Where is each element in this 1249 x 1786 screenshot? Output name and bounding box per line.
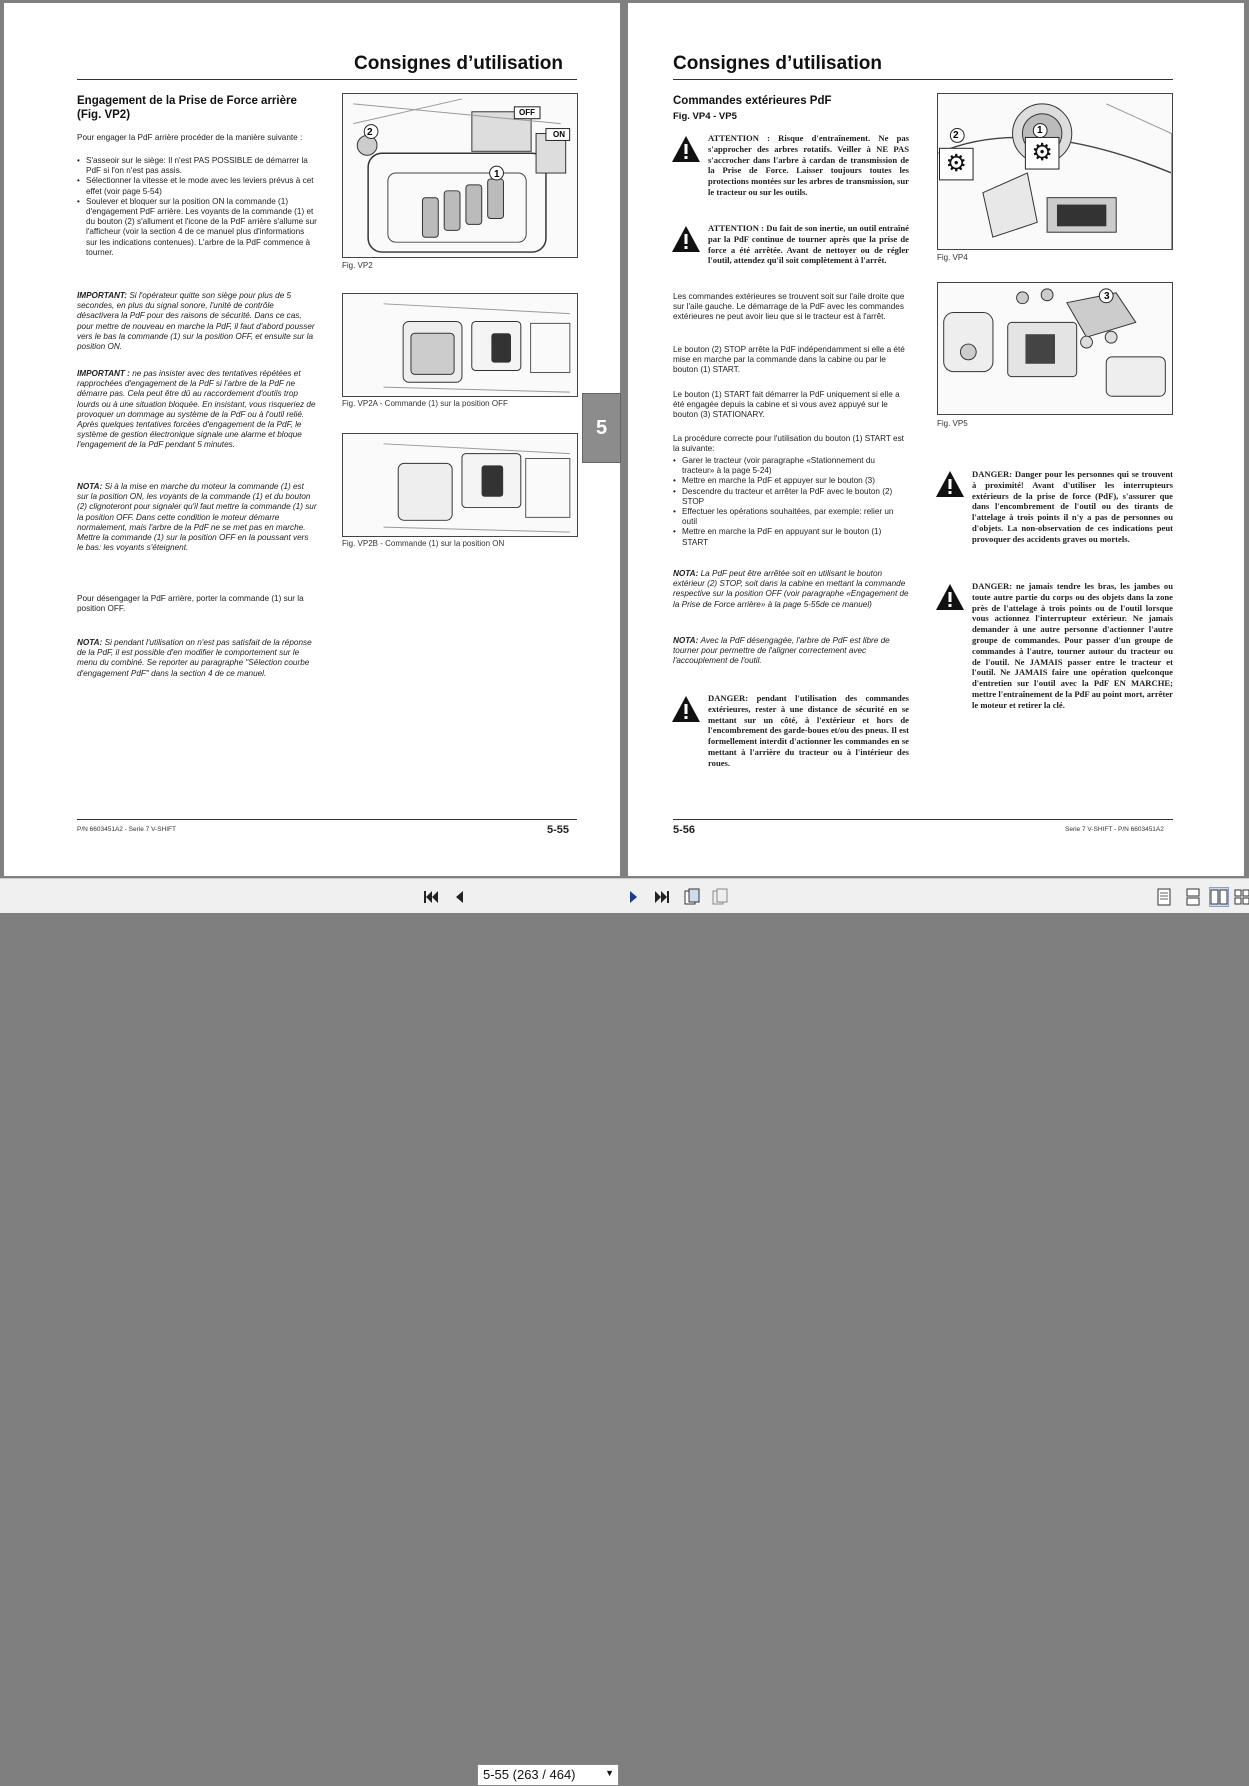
paragraph: Le bouton (2) STOP arrête la PdF indépendamment si elle a été mise en marche par la commande dans la cabine ou par le bouton (1) START. bbox=[673, 345, 905, 375]
page-5-55 bbox=[4, 3, 620, 876]
page-selector[interactable] bbox=[477, 1764, 619, 1786]
list-item: • Sélectionner la vitesse et le mode avec les leviers prévus à cet effet (voir page 5-54) bbox=[77, 176, 317, 196]
figure-caption: Fig. VP5 bbox=[937, 419, 968, 428]
footer-part-number: Serie 7 V-SHIFT - P/N 6603451A2 bbox=[1065, 826, 1164, 833]
danger-external-controls: DANGER: pendant l'utilisation des commandes extérieures, rester à une distance de sécurité en se mettant sur un côté, à l'extérieur et hors de l'encombrement des garde-boues et/ou des pneus. Il est formellement interdit d'actionner les commandes en se mettant à l'arrière du tracteur ou à l'intérieur des roues. bbox=[708, 693, 909, 768]
console-illustration bbox=[343, 94, 577, 257]
two-page-continuous-icon[interactable] bbox=[1232, 887, 1249, 907]
svg-text:⚙: ⚙ bbox=[1031, 138, 1053, 167]
warning-icon bbox=[935, 583, 965, 611]
go-forward-icon[interactable] bbox=[710, 887, 730, 907]
important-note-1: IMPORTANT: Si l'opérateur quitte son siège pour plus de 5 secondes, en plus du signal sonore, l'unité de contrôle désactivera la PdF pour des raisons de sécurité. Dans ce cas, pour mettre de nouveau en marche la PdF, il faut d'abord pousser vers le bas la commande (1) sur la position OFF, et ensuite sur la position ON. bbox=[77, 291, 315, 352]
two-page-view-icon[interactable] bbox=[1209, 887, 1229, 907]
warning-icon bbox=[671, 225, 701, 253]
footer-rule bbox=[77, 819, 577, 820]
last-page-icon[interactable] bbox=[652, 887, 672, 907]
list-item: • Mettre en marche la PdF et appuyer sur le bouton (3) bbox=[673, 476, 909, 486]
list-item: • Mettre en marche la PdF en appuyant sur le bouton (1) START bbox=[673, 527, 909, 547]
callout-1: 1 bbox=[494, 169, 500, 180]
fender-controls-illustration bbox=[938, 94, 1172, 249]
switch-off-illustration bbox=[343, 294, 577, 396]
page-number: 5-56 bbox=[673, 824, 696, 836]
figure-vp2 bbox=[342, 93, 578, 258]
steps-list bbox=[77, 156, 317, 258]
label-on: ON bbox=[553, 130, 565, 139]
note-1: NOTA: La PdF peut être arrêtée soit en utilisant le bouton extérieur (2) STOP, soit dans la cabine en mettant la commande respective sur la position OFF (voir paragraphe «Engagement de la Prise de Force arrière» à la page 5-55de ce manuel) bbox=[673, 569, 909, 609]
paragraph: Les commandes extérieures se trouvent soit sur l'aile droite que sur l'aile gauche. Le démarrage de la PdF avec les commandes extérieures ne peut avoir lieu que si le tracteur est à l'arrêt. bbox=[673, 292, 905, 322]
note-2: NOTA: Si pendant l'utilisation on n'est pas satisfait de la réponse de la PdF, il est possible d'en modifier le comportement sur le menu du combiné. Se reporter au paragraphe "Sélection courbe d'engagement PdF" dans la section 4 de ce manuel. bbox=[77, 638, 312, 678]
single-page-view-icon[interactable] bbox=[1154, 887, 1174, 907]
section-subtitle: Fig. VP4 - VP5 bbox=[673, 111, 737, 122]
warning-inertia: ATTENTION : Du fait de son inertie, un outil entraîné par la PdF continue de tourner après que la prise de force a été arrêtée. Avant de nettoyer ou de régler l'outil, attendez qu'il soit complètement à l'arrêt. bbox=[708, 223, 909, 266]
footer-rule bbox=[673, 819, 1173, 820]
document-viewport[interactable] bbox=[0, 0, 1249, 878]
warning-icon bbox=[671, 135, 701, 163]
chapter-tab: 5 bbox=[582, 393, 621, 463]
important-note-2: IMPORTANT : ne pas insister avec des tentatives répétées et rapprochées d'engagement de la PdF si l'arbre de la PdF ne démarre pas. Cela peut être dû au raccordement d'outils trop lourds ou à une situation bloquée. En insistant, vous risqueriez de provoquer un dommage au système de la PdF ou à l'outil relié. Après quelques tentatives forcées d'engagement de la PdF, le système de gestion électronique signale une alarme et bloque l'engagement de la PdF pendant 5 minutes. bbox=[77, 369, 316, 450]
page-number: 5-55 bbox=[547, 824, 570, 836]
svg-text:⚙: ⚙ bbox=[945, 149, 967, 178]
disengage-text: Pour désengager la PdF arrière, porter la commande (1) sur la position OFF. bbox=[77, 594, 304, 614]
next-page-icon[interactable] bbox=[624, 887, 644, 907]
footer-part-number: P/N 6603451A2 - Serie 7 V-SHIFT bbox=[77, 826, 176, 833]
note-1: NOTA: Si à la mise en marche du moteur la commande (1) est sur la position ON, les voyants de la commande (1) et du bouton (2) clignoteront pour signaler qu'il faut mettre la commande (1) sur la position OFF. Dans cette condition le moteur démarre normalement, mais l'arbre de la PdF ne se met pas en marche. Mettre la commande (1) sur la position OFF en la poussant vers le bas: les voyants s'éteignent. bbox=[77, 482, 317, 553]
figure-caption: Fig. VP4 bbox=[937, 253, 968, 262]
figure-caption: Fig. VP2 bbox=[342, 261, 373, 270]
console-buttons-illustration bbox=[938, 283, 1172, 414]
danger-limbs: DANGER: ne jamais tendre les bras, les jambes ou toute autre partie du corps ou des objets dans la zone près de l'attelage à trois points ou de l'outil lorsque vous actionnez l'interrupteur extérieur. Ne jamais demander à une autre personne d'actionner l'autre groupe de commandes. Pour passer d'un groupe de commandes à l'autre, tourner autour du tracteur ou de l'outil. Ne JAMAIS passer entre le tracteur et l'outil. Ne JAMAIS faire une opération quelconque d'entretien sur l'outil avec la PdF EN MARCHE; mettre l'entraînement de la PdF au point mort, arrêter le moteur et retirer la clé. bbox=[972, 581, 1173, 710]
paragraph: La procédure correcte pour l'utilisation du bouton (1) START est la suivante: bbox=[673, 434, 904, 454]
figure-vp2a bbox=[342, 293, 578, 397]
chevron-down-icon[interactable]: ▼ bbox=[605, 1768, 614, 1778]
note-2: NOTA: Avec la PdF désengagée, l'arbre de PdF est libre de tourner pour permettre de l'aligner correctement avec l'accouplement de l'outil. bbox=[673, 636, 890, 666]
figure-vp2b bbox=[342, 433, 578, 537]
intro-text: Pour engager la PdF arrière procéder de la manière suivante : bbox=[77, 133, 303, 142]
page-indicator: 5-55 (263 / 464) bbox=[483, 1767, 576, 1782]
go-back-icon[interactable] bbox=[682, 887, 702, 907]
callout-2: 2 bbox=[953, 130, 959, 141]
warning-entanglement: ATTENTION : Risque d'entraînement. Ne pas s'approcher des arbres rotatifs. Veiller à NE PAS s'accrocher dans l'arbre à cardan de transmission de la Prise de Force. Laisser toujours toutes les protections montées sur les arbres de transmission, sur le tracteur ou sur les outils. bbox=[708, 133, 909, 197]
navigation-toolbar bbox=[0, 878, 1249, 1782]
section-title: Engagement de la Prise de Force arrière (Fig. VP2) bbox=[77, 95, 297, 121]
title-rule bbox=[673, 79, 1173, 80]
continuous-view-icon[interactable] bbox=[1183, 887, 1203, 907]
steps-list bbox=[673, 456, 909, 548]
first-page-icon[interactable] bbox=[421, 887, 441, 907]
switch-on-illustration bbox=[343, 434, 577, 536]
previous-page-icon[interactable] bbox=[449, 887, 469, 907]
warning-icon bbox=[671, 695, 701, 723]
callout-1: 1 bbox=[1037, 125, 1043, 136]
title-rule bbox=[77, 79, 577, 80]
list-item: • S'asseoir sur le siège: Il n'est PAS POSSIBLE de démarrer la PdF si l'on n'est pas assis. bbox=[77, 156, 317, 176]
figure-caption: Fig. VP2B - Commande (1) sur la position ON bbox=[342, 539, 505, 548]
list-item: • Garer le tracteur (voir paragraphe «Stationnement du tracteur» à la page 5-24) bbox=[673, 456, 909, 476]
paragraph: Le bouton (1) START fait démarrer la PdF uniquement si elle a été engagée depuis la cabine et si vous avez appuyé sur le bouton (3) STATIONARY. bbox=[673, 390, 900, 420]
danger-bystanders: DANGER: Danger pour les personnes qui se trouvent à proximité! Avant d'utiliser les interrupteurs extérieurs de la prise de force (PdF), s'assurer que dans l'encombrement de l'outil ou des tirants de l'attelage à trois points il n'y a pas de personnes ou d'objets. La non-observation de ces indications peut provoquer des accidents graves ou mortels. bbox=[972, 469, 1173, 544]
callout-3: 3 bbox=[1104, 291, 1110, 302]
page-title: Consignes d’utilisation bbox=[673, 53, 883, 74]
label-off: OFF bbox=[519, 108, 535, 117]
figure-vp4 bbox=[937, 93, 1173, 250]
list-item: • Effectuer les opérations souhaitées, par exemple: relier un outil bbox=[673, 507, 909, 527]
figure-caption: Fig. VP2A - Commande (1) sur la position OFF bbox=[342, 399, 508, 408]
section-title: Commandes extérieures PdF bbox=[673, 95, 832, 107]
list-item: • Soulever et bloquer sur la position ON la commande (1) d'engagement PdF arrière. Les voyants de la commande (1) et du bouton (2) s'allument et l'icone de la PdF arrière s'allume sur l'afficheur (voir la section 4 de ce manuel plus d'informations sur les indications contenues). L'arbre de la PdF commence à tourner. bbox=[77, 197, 317, 258]
page-5-56 bbox=[628, 3, 1244, 876]
callout-2: 2 bbox=[367, 127, 373, 138]
figure-vp5 bbox=[937, 282, 1173, 415]
page-title: Consignes d’utilisation bbox=[354, 53, 564, 74]
list-item: • Descendre du tracteur et arrêter la PdF avec le bouton (2) STOP bbox=[673, 487, 909, 507]
warning-icon bbox=[935, 470, 965, 498]
